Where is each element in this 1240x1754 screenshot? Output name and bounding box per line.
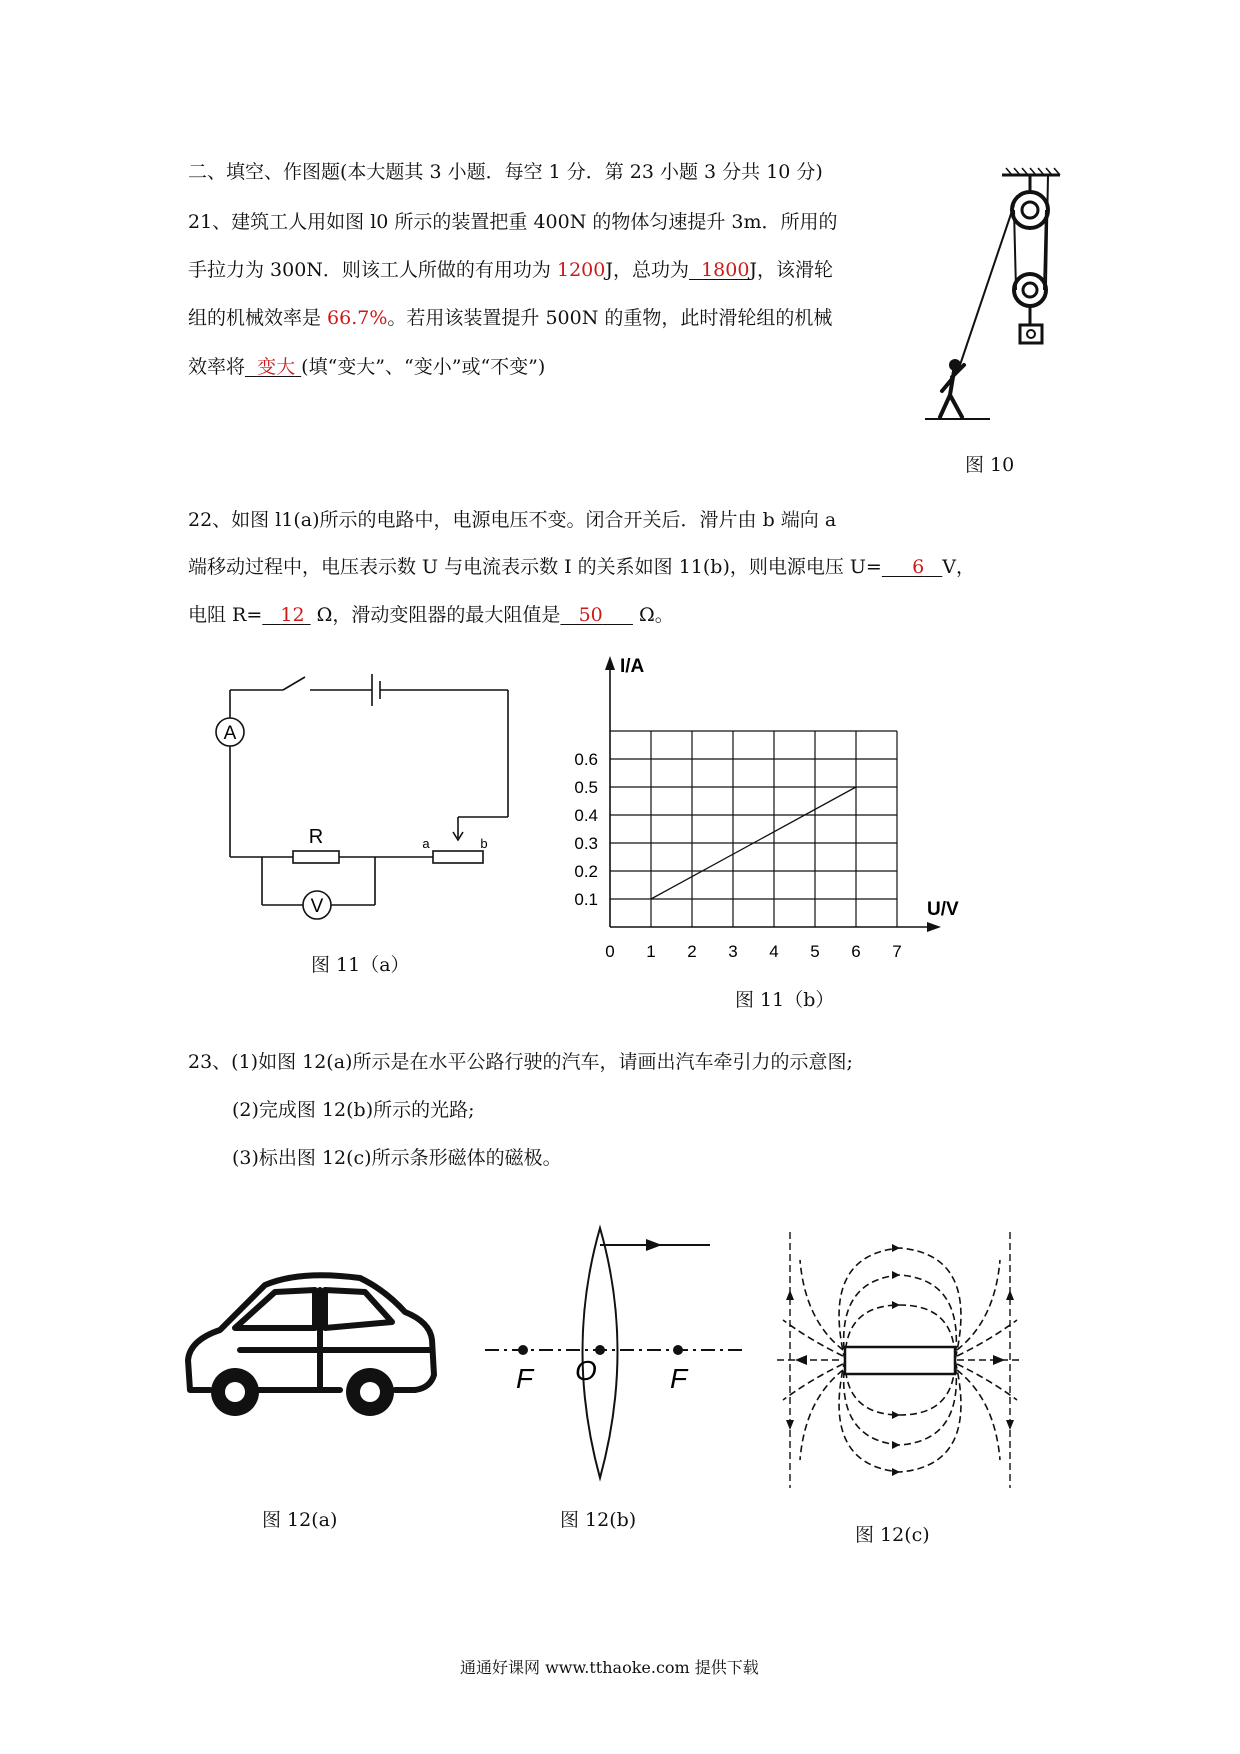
q21-line2 xyxy=(188,258,833,282)
circuit-diagram xyxy=(200,660,530,930)
figure-12c-caption: 图 12(c) xyxy=(855,1524,930,1546)
answer-blank xyxy=(245,356,301,378)
q21-text: 手拉力为 300N．则该工人所做的有用功为 xyxy=(188,259,557,281)
section-title: 二、填空、作图题(本大题其 3 小题．每空 1 分．第 23 小题 3 分共 10 分) xyxy=(188,161,823,183)
chart-ticks xyxy=(574,750,901,961)
magnet-figure xyxy=(775,1230,1025,1490)
x-axis-arrow-icon xyxy=(927,922,941,932)
q21-line4 xyxy=(188,355,545,379)
answer-resistance: 12 xyxy=(280,604,305,626)
figure-11a-caption: 图 11（a） xyxy=(311,954,410,976)
x-tick-label: 4 xyxy=(769,942,779,961)
x-axis-label: U/V xyxy=(927,899,959,920)
answer-blank xyxy=(882,556,942,578)
answer-max-resistance: 50 xyxy=(578,604,603,626)
x-tick-label: 0 xyxy=(605,942,615,961)
focal-point-right-label: F xyxy=(670,1363,688,1394)
q22-line1: 22、如图 l1(a)所示的电路中，电源电压不变。闭合开关后．滑片由 b 端向 a xyxy=(188,509,837,531)
q23-line1: 23、(1)如图 12(a)所示是在水平公路行驶的汽车，请画出汽车牵引力的示意图; xyxy=(188,1051,853,1073)
answer-efficiency-change: 变大 xyxy=(257,356,296,378)
q23-line2: (2)完成图 12(b)所示的光路; xyxy=(232,1099,475,1121)
q21-text: J，总功为 xyxy=(605,259,689,281)
arrow-icon xyxy=(646,1239,662,1251)
voltmeter-label: V xyxy=(310,896,324,917)
answer-blank xyxy=(262,604,310,626)
y-tick-label: 0.5 xyxy=(574,778,598,797)
figure-11b-caption: 图 11（b） xyxy=(735,989,835,1011)
y-axis-label: I/A xyxy=(620,656,645,677)
q22-text: Ω，滑动变阻器的最大阻值是 xyxy=(316,604,561,626)
car-figure xyxy=(180,1250,440,1435)
figure-10-caption: 图 10 xyxy=(965,454,1015,476)
answer-source-voltage: 6 xyxy=(912,556,925,578)
q21-text: J，该滑轮 xyxy=(749,259,834,281)
answer-blank xyxy=(689,259,749,281)
y-axis-arrow-icon xyxy=(605,656,615,670)
lens-figure xyxy=(480,1220,750,1490)
rheostat-end-b: b xyxy=(480,836,488,851)
q21-text: (填“变大”、“变小”或“不变”) xyxy=(301,356,546,378)
q22-line3 xyxy=(188,603,674,627)
ammeter-label: A xyxy=(223,723,237,744)
answer-total-work: 1800 xyxy=(701,259,750,281)
q22-line2 xyxy=(188,555,975,579)
x-tick-label: 5 xyxy=(810,942,820,961)
iu-graph xyxy=(555,655,1005,975)
q21-text: 。若用该装置提升 500N 的重物，此时滑轮组的机械 xyxy=(387,307,833,329)
focal-point-left-label: F xyxy=(516,1363,534,1394)
x-tick-label: 3 xyxy=(728,942,738,961)
x-tick-label: 2 xyxy=(687,942,697,961)
q22-text: 端移动过程中，电压表示数 U 与电流表示数 I 的关系如图 11(b)，则电源电压 U= xyxy=(188,556,882,578)
optical-center-label: O xyxy=(575,1355,597,1386)
q21-text: 组的机械效率是 xyxy=(188,307,328,329)
y-tick-label: 0.4 xyxy=(574,806,598,825)
x-tick-label: 6 xyxy=(851,942,861,961)
q22-text: V， xyxy=(942,556,976,578)
q21-line1: 21、建筑工人用如图 l0 所示的装置把重 400N 的物体匀速提升 3m．所用的 xyxy=(188,211,838,233)
x-tick-label: 7 xyxy=(892,942,902,961)
figure-12b-caption: 图 12(b) xyxy=(560,1509,637,1531)
y-tick-label: 0.3 xyxy=(574,834,598,853)
q21-line3 xyxy=(188,306,832,330)
answer-useful-work: 1200 xyxy=(556,259,606,281)
footer-text: 通通好课网 www.tthaoke.com 提供下载 xyxy=(460,1658,759,1677)
y-tick-label: 0.2 xyxy=(574,862,598,881)
chart-axes xyxy=(605,656,941,932)
q23-line3: (3)标出图 12(c)所示条形磁体的磁极。 xyxy=(232,1147,562,1169)
q22-text: 电阻 R= xyxy=(188,604,263,626)
q22-text: Ω。 xyxy=(639,604,674,626)
q21-text: 效率将 xyxy=(188,356,246,378)
y-tick-label: 0.1 xyxy=(574,890,598,909)
figure-12a-caption: 图 12(a) xyxy=(262,1509,338,1531)
bar-magnet xyxy=(845,1347,955,1374)
rheostat-end-a: a xyxy=(422,836,430,851)
resistor-label: R xyxy=(308,826,324,848)
x-tick-label: 1 xyxy=(646,942,656,961)
pulley-figure xyxy=(920,165,1070,425)
answer-blank xyxy=(560,604,633,626)
y-tick-label: 0.6 xyxy=(574,750,598,769)
answer-efficiency: 66.7% xyxy=(327,307,388,329)
